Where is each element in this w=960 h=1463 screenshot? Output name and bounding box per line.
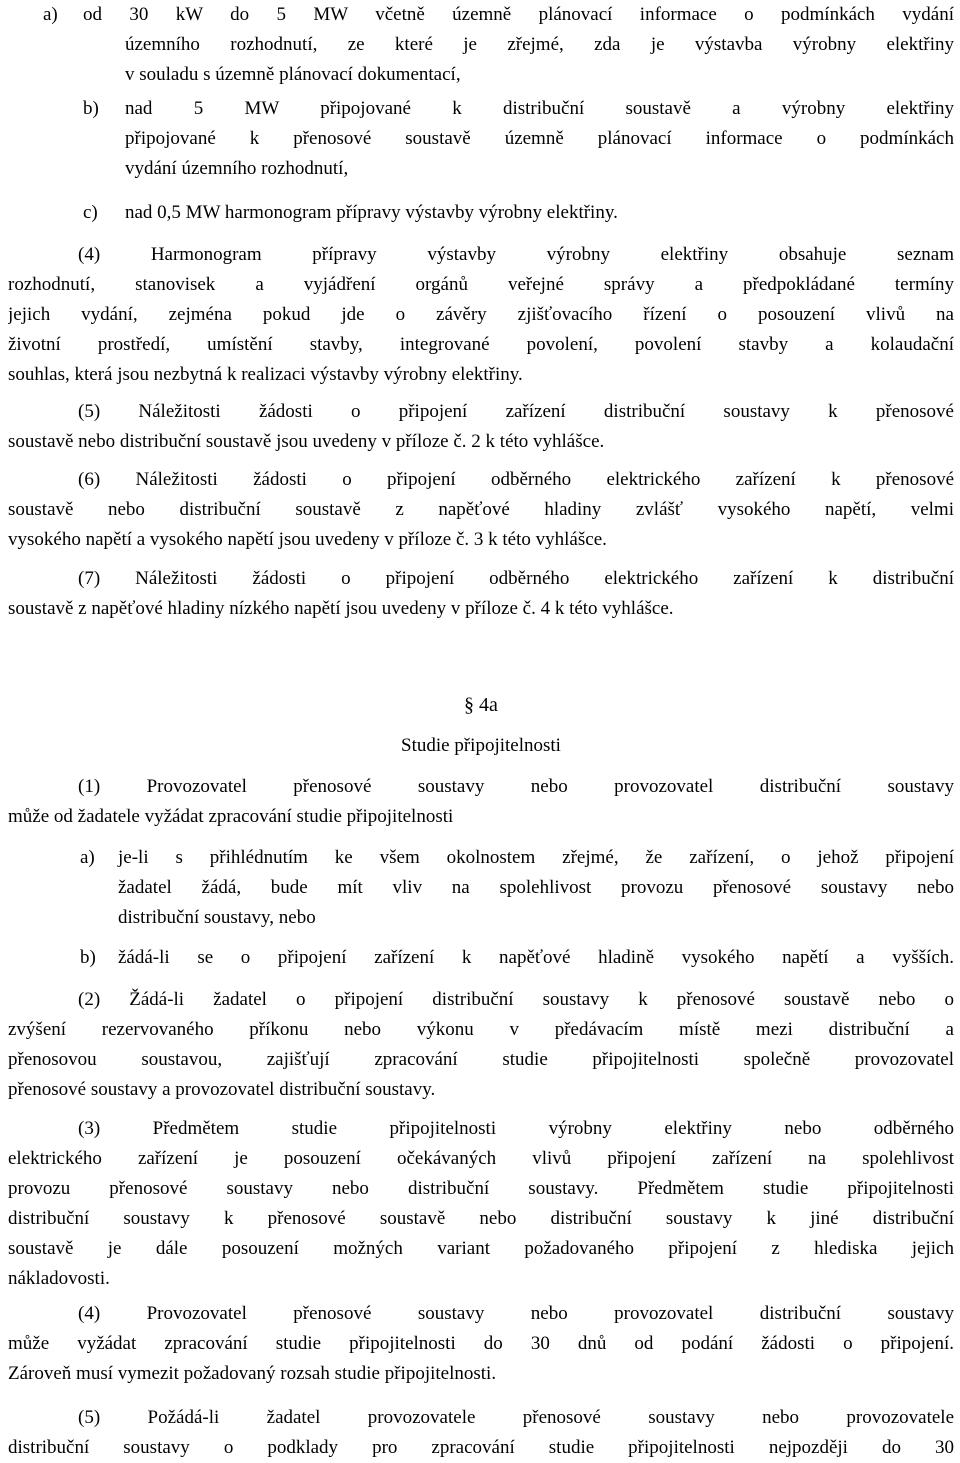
paragraph-line: životní prostředí, umístění stavby, integrované povolení, povolení stavby a kolaudační <box>8 334 954 355</box>
paragraph-line: (3) Předmětem studie připojitelnosti výrobny elektřiny nebo odběrného <box>78 1118 954 1139</box>
list-item-b-line-1: b) nad 5 MW připojované k distribuční soustavě a výrobny elektřiny <box>8 94 954 124</box>
paragraph-line: soustavě z napěťové hladiny nízkého napětí jsou uvedeny v příloze č. 4 k této vyhlášce. <box>8 598 674 619</box>
top-list <box>8 0 954 90</box>
paragraph-line: přenosové soustavy a provozovatel distribuční soustavy. <box>8 1079 436 1100</box>
paragraph-line: (6) Náležitosti žádosti o připojení odběrného elektrického zařízení k přenosové <box>78 469 954 490</box>
paragraph-7 <box>8 564 954 624</box>
section-heading <box>8 690 954 720</box>
list-item-a-line-2: žadatel žádá, bude mít vliv na spolehlivost provozu přenosové soustavy nebo <box>118 877 954 898</box>
paragraph-6 <box>8 465 954 555</box>
top-list-b <box>8 94 954 184</box>
list-item-a-line-3: distribuční soustavy, nebo <box>118 907 316 928</box>
paragraph-4 <box>8 240 954 390</box>
paragraph-line: Zároveň musí vymezit požadovaný rozsah studie připojitelnosti. <box>8 1363 497 1384</box>
section-paragraph-5 <box>8 1403 954 1463</box>
section-paragraph-2 <box>8 985 954 1105</box>
paragraph-line: zvýšení rezervovaného příkonu nebo výkonu v předávacím místě mezi distribuční a <box>8 1019 954 1040</box>
paragraph-line: (5) Náležitosti žádosti o připojení zařízení distribuční soustavy k přenosové <box>78 401 954 422</box>
paragraph-line: (2) Žádá-li žadatel o připojení distribuční soustavy k přenosové soustavě nebo o <box>78 989 954 1010</box>
paragraph-line: (1) Provozovatel přenosové soustavy nebo provozovatel distribuční soustavy <box>78 776 954 797</box>
list-item-label: a) <box>43 4 58 25</box>
list-item-b-line-3: vydání územního rozhodnutí, <box>125 158 349 179</box>
section-title: Studie připojitelnosti <box>401 735 561 756</box>
paragraph-line: vysokého napětí a vysokého napětí jsou uvedeny v příloze č. 3 k této vyhlášce. <box>8 529 607 550</box>
list-item-label: b) <box>83 98 99 119</box>
section-paragraph-4 <box>8 1299 954 1389</box>
section-list-b <box>8 943 954 973</box>
paragraph-line: může od žadatele vyžádat zpracování studie připojitelnosti <box>8 806 454 827</box>
section-list-a <box>8 843 954 933</box>
paragraph-line: souhlas, která jsou nezbytná k realizaci výstavby výrobny elektřiny. <box>8 364 523 385</box>
section-paragraph-3 <box>8 1114 954 1294</box>
top-list-c <box>8 198 954 228</box>
paragraph-line: soustavě nebo distribuční soustavě jsou uvedeny v příloze č. 2 k této vyhlášce. <box>8 431 605 452</box>
list-item-a-line-1: a) od 30 kW do 5 MW včetně územně plánovací informace o podmínkách vydání <box>8 0 954 30</box>
paragraph-line: rozhodnutí, stanovisek a vyjádření orgánů veřejné správy a předpokládané termíny <box>8 274 954 295</box>
paragraph-line: může vyžádat zpracování studie připojitelnosti do 30 dnů od podání žádosti o připojení. <box>8 1333 954 1354</box>
paragraph-line: soustavě nebo distribuční soustavě z napěťové hladiny zvlášť vysokého napětí, velmi <box>8 499 954 520</box>
paragraph-line: jejich vydání, zejména pokud jde o závěry zjišťovacího řízení o posouzení vlivů na <box>8 304 954 325</box>
paragraph-line: distribuční soustavy k přenosové soustavě nebo distribuční soustavy k jiné distribuční <box>8 1208 954 1229</box>
list-item-a-line-3: v souladu s územně plánovací dokumentací, <box>125 64 461 85</box>
paragraph-line: distribuční soustavy o podklady pro zpracování studie připojitelnosti nejpozději do 30 <box>8 1437 954 1458</box>
paragraph-line: provozu přenosové soustavy nebo distribuční soustavy. Předmětem studie připojitelnosti <box>8 1178 954 1199</box>
paragraph-line: (4) Harmonogram přípravy výstavby výrobny elektřiny obsahuje seznam <box>78 244 954 265</box>
paragraph-line: elektrického zařízení je posouzení očekávaných vlivů připojení zařízení na spolehlivost <box>8 1148 954 1169</box>
list-item-label: b) <box>80 947 96 968</box>
paragraph-line: přenosovou soustavou, zajišťují zpracování studie připojitelnosti společně provozovatel <box>8 1049 954 1070</box>
paragraph-line: (7) Náležitosti žádosti o připojení odběrného elektrického zařízení k distribuční <box>78 568 954 589</box>
list-item-label: a) <box>80 847 95 868</box>
section-number: § 4a <box>464 694 498 716</box>
paragraph-5 <box>8 397 954 457</box>
paragraph-line: soustavě je dále posouzení možných variant požadovaného připojení z hlediska jejich <box>8 1238 954 1259</box>
paragraph-line: nákladovosti. <box>8 1268 110 1289</box>
list-item-b-line-2: připojované k přenosové soustavě územně plánovací informace o podmínkách <box>125 128 954 149</box>
list-item-label: c) <box>83 202 98 223</box>
list-item-c-line-1: c) nad 0,5 MW harmonogram přípravy výstavby výrobny elektřiny. <box>8 198 954 228</box>
list-item-a-line-2: územního rozhodnutí, ze které je zřejmé, zda je výstavba výrobny elektřiny <box>125 34 954 55</box>
list-item-a-line-1: a) je-li s přihlédnutím ke všem okolnostem zřejmé, že zařízení, o jehož připojení <box>8 843 954 873</box>
paragraph-line: (4) Provozovatel přenosové soustavy nebo provozovatel distribuční soustavy <box>78 1303 954 1324</box>
list-item-b-line-1: b) žádá-li se o připojení zařízení k napěťové hladině vysokého napětí a vyšších. <box>8 943 954 973</box>
paragraph-line: (5) Požádá-li žadatel provozovatele přenosové soustavy nebo provozovatele <box>78 1407 954 1428</box>
section-title-block <box>8 731 954 761</box>
section-paragraph-1 <box>8 772 954 832</box>
